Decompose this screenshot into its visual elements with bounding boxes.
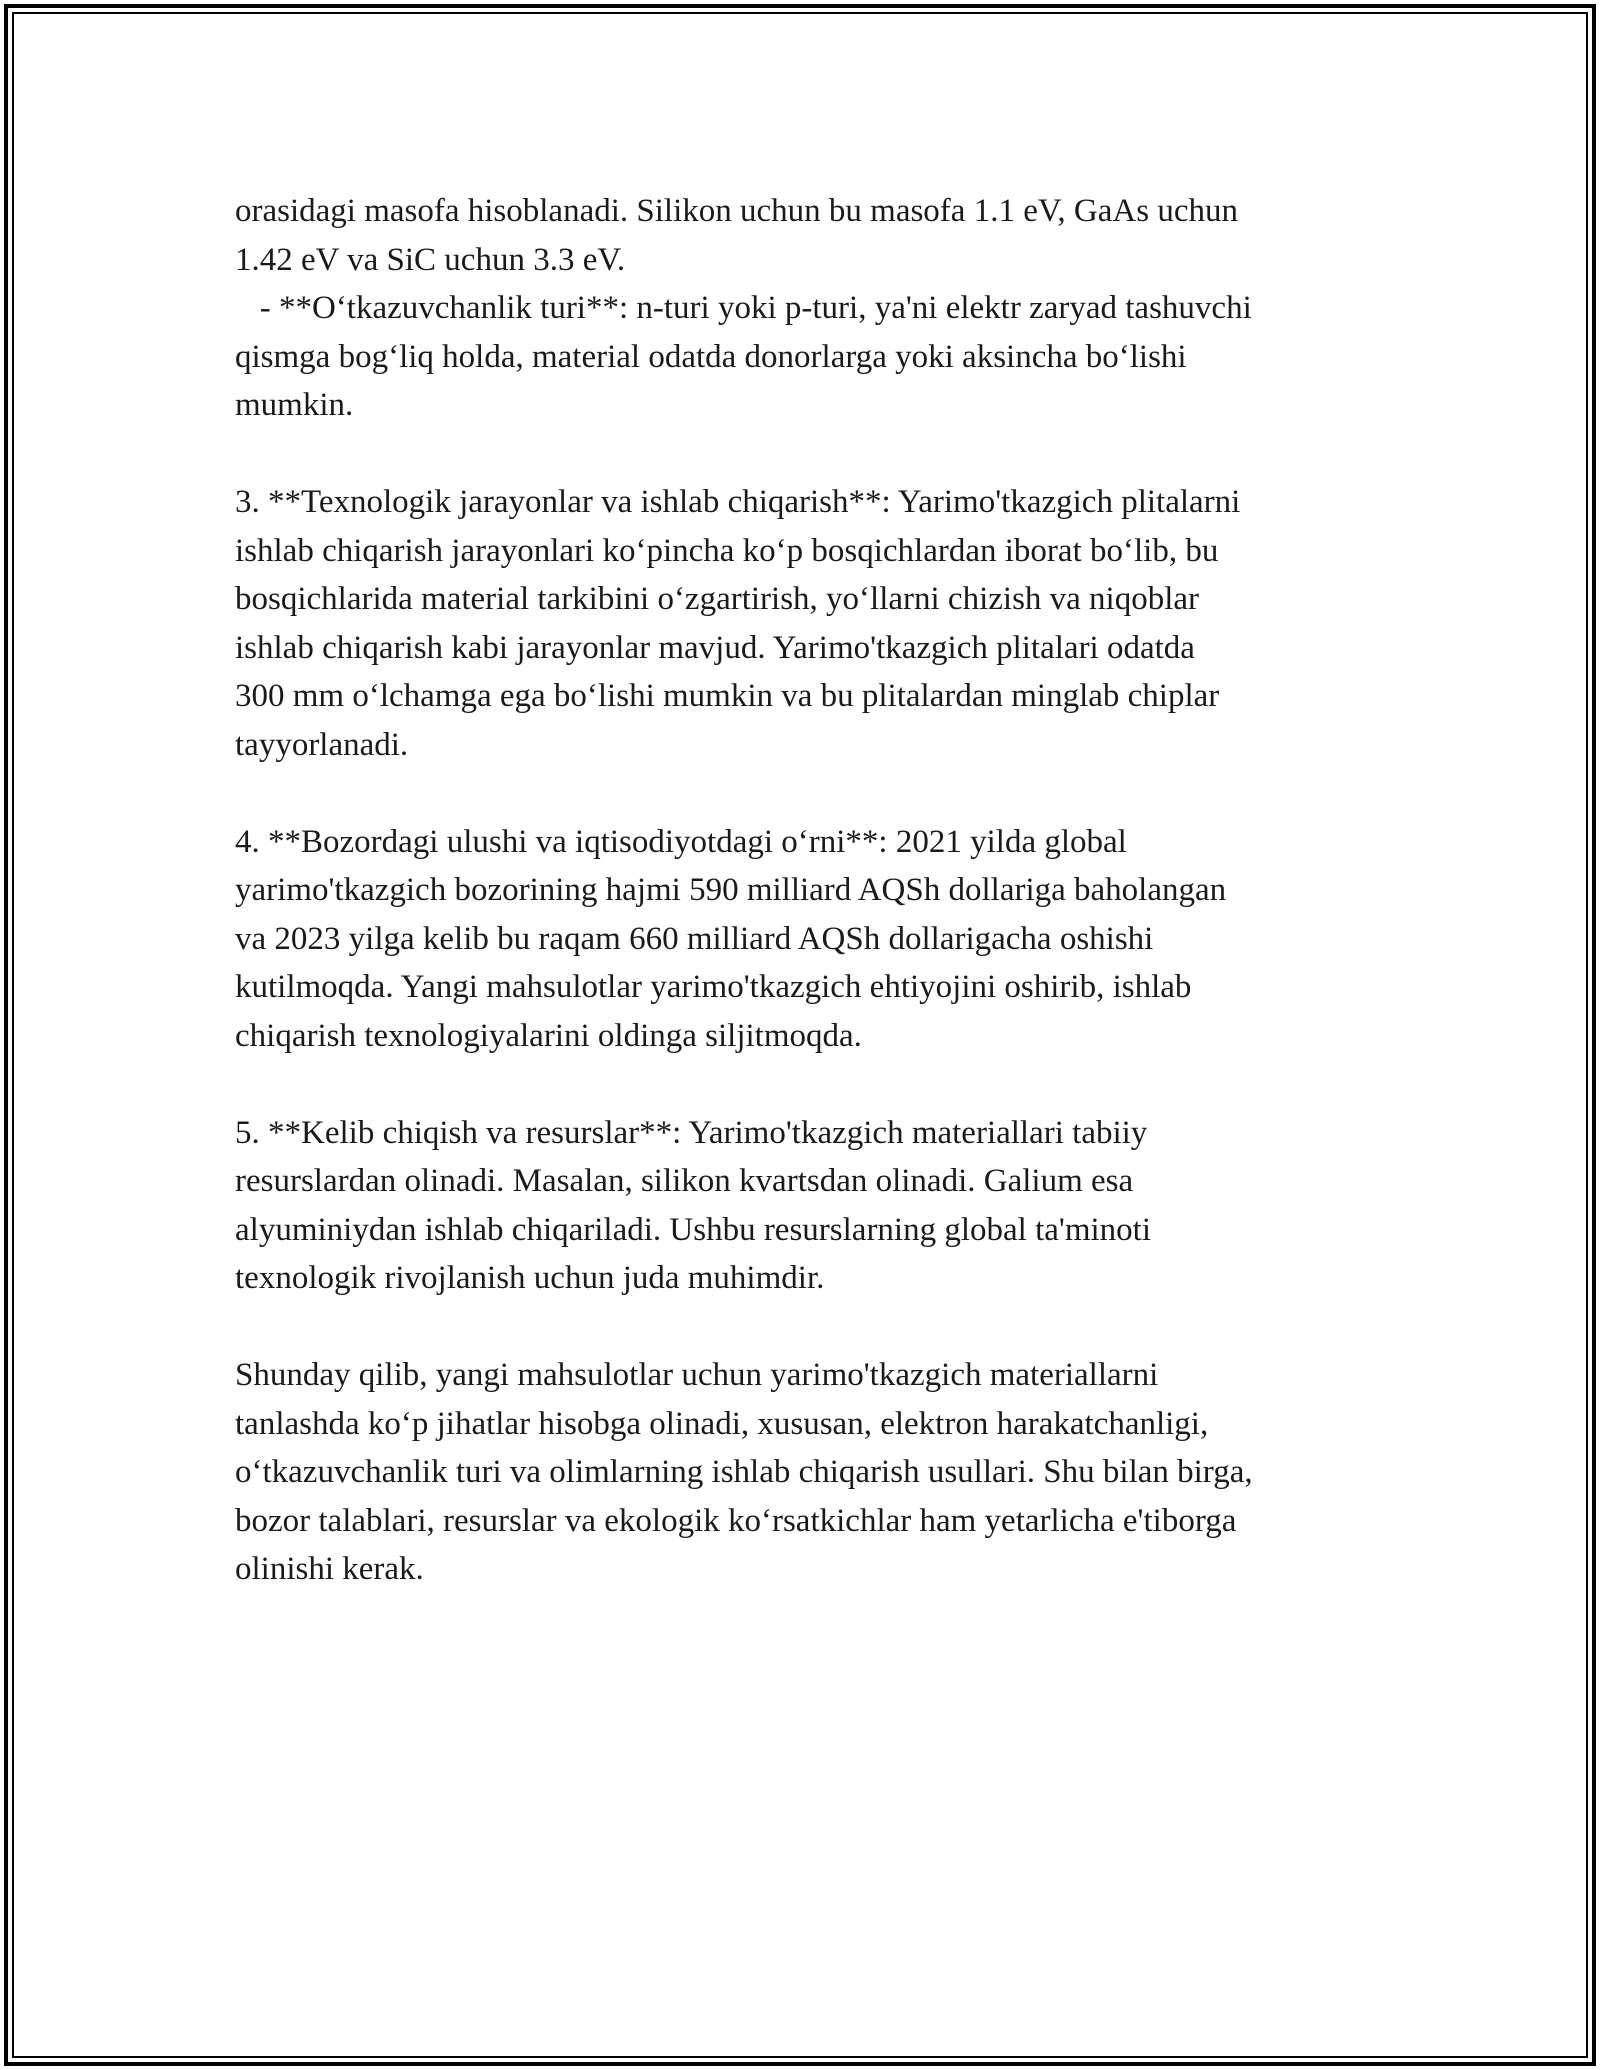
document-body bbox=[235, 187, 1385, 1594]
paragraph-gap bbox=[235, 769, 1385, 818]
text-line: chiqarish texnologiyalarini oldinga siljitmoqda. bbox=[235, 1017, 862, 1054]
text-line: yarimo'tkazgich bozorining hajmi 590 milliard AQSh dollariga baholangan bbox=[235, 872, 1227, 908]
text-line: texnologik rivojlanish uchun juda muhimdir. bbox=[235, 1260, 825, 1296]
paragraph-gap bbox=[235, 1303, 1385, 1352]
text-line: orasidagi masofa hisoblanadi. Silikon uchun bu masofa 1.1 eV, GaAs uchun bbox=[235, 193, 1238, 229]
text-line: 300 mm o‘lchamga ega bo‘lishi mumkin va bu plitalardan minglab chiplar bbox=[235, 678, 1220, 714]
text-line: mumkin. bbox=[235, 387, 354, 423]
text-line: tanlashda ko‘p jihatlar hisobga olinadi, xususan, elektron harakatchanligi, bbox=[235, 1405, 1209, 1442]
text-line: qismga bog‘liq holda, material odatda donorlarga yoki aksincha bo‘lishi bbox=[235, 338, 1187, 375]
text-line: bozor talablari, resurslar va ekologik ko‘rsatkichlar ham yetarlicha e'tiborga bbox=[235, 1502, 1237, 1539]
text-line: ishlab chiqarish kabi jarayonlar mavjud. Yarimo'tkazgich plitalari odatda bbox=[235, 629, 1195, 666]
text-line: 3. **Texnologik jarayonlar va ishlab chiqarish**: Yarimo'tkazgich plitalarni bbox=[235, 484, 1241, 520]
paragraph-gap bbox=[235, 1060, 1385, 1109]
text-line: - **O‘tkazuvchanlik turi**: n-turi yoki p-turi, ya'ni elektr zaryad tashuvchi bbox=[235, 290, 1252, 326]
text-line: ishlab chiqarish jarayonlari ko‘pincha ko‘p bosqichlardan iborat bo‘lib, bu bbox=[235, 532, 1219, 569]
text-line: 5. **Kelib chiqish va resurslar**: Yarimo'tkazgich materiallari tabiiy bbox=[235, 1114, 1148, 1151]
text-line: resurslardan olinadi. Masalan, silikon kvartsdan olinadi. Galium esa bbox=[235, 1163, 1134, 1199]
paragraph-gap bbox=[235, 430, 1385, 479]
text-line: bosqichlarida material tarkibini o‘zgartirish, yo‘llarni chizish va niqoblar bbox=[235, 581, 1200, 617]
text-line: kutilmoqda. Yangi mahsulotlar yarimo'tkazgich ehtiyojini oshirib, ishlab bbox=[235, 969, 1192, 1005]
text-line: o‘tkazuvchanlik turi va olimlarning ishlab chiqarish usullari. Shu bilan birga, bbox=[235, 1454, 1253, 1490]
text-line: olinishi kerak. bbox=[235, 1551, 424, 1587]
text-line: 1.42 eV va SiC uchun 3.3 eV. bbox=[235, 241, 626, 278]
text-line: Shunday qilib, yangi mahsulotlar uchun yarimo'tkazgich materiallarni bbox=[235, 1357, 1159, 1393]
text-line: tayyorlanadi. bbox=[235, 726, 409, 763]
text-line: 4. **Bozordagi ulushi va iqtisodiyotdagi o‘rni**: 2021 yilda global bbox=[235, 823, 1127, 860]
text-line: alyuminiydan ishlab chiqariladi. Ushbu resurslarning global ta'minoti bbox=[235, 1211, 1152, 1248]
text-line: va 2023 yilga kelib bu raqam 660 milliard AQSh dollarigacha oshishi bbox=[235, 920, 1154, 957]
